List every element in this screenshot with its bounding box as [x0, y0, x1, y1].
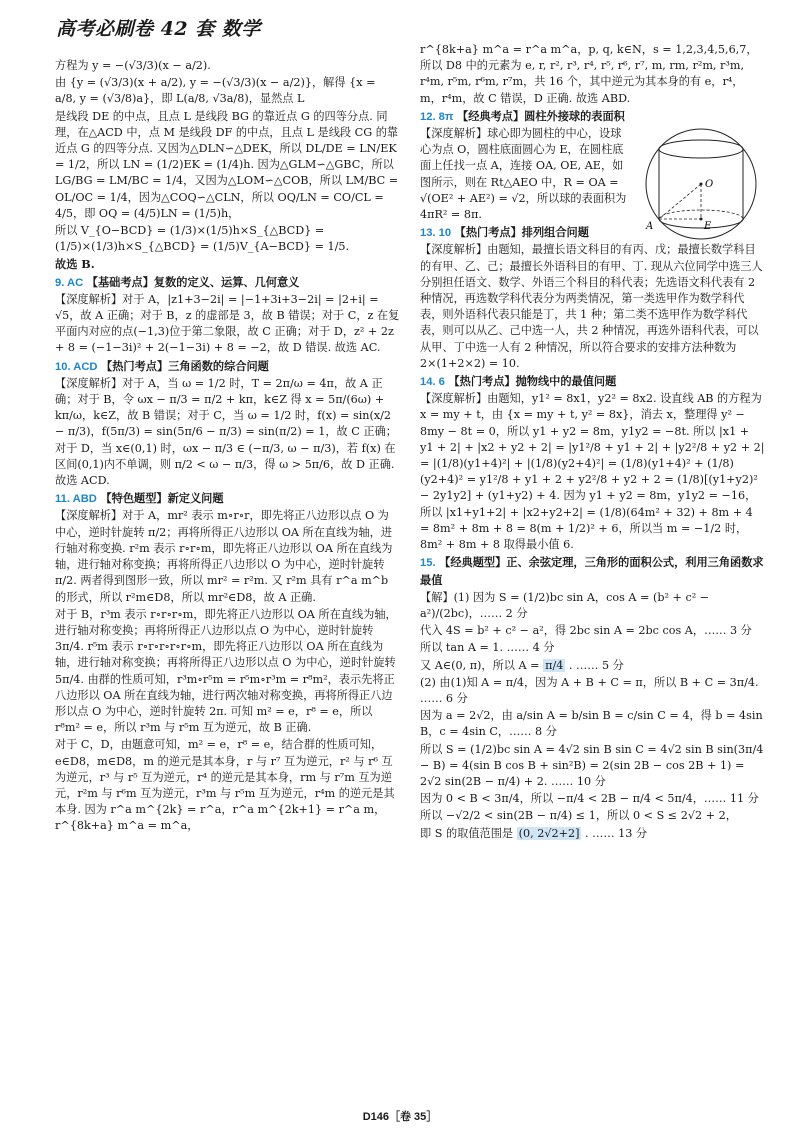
- question-12-number: 12. 8π: [420, 110, 454, 123]
- label-a: A: [646, 221, 654, 232]
- point-e: [700, 218, 703, 221]
- segment-oa: [659, 184, 701, 219]
- question-9-heading: [55, 274, 400, 291]
- solution-step-4-post: . …… 5 分: [568, 658, 624, 672]
- solution-step-2: 代入 4S = b² + c² − a²，得 2bc sin A = 2bc cos A，…… 3 分: [420, 624, 752, 638]
- question-11-heading: [55, 490, 400, 507]
- question-13-body: 【深度解析】由题知，最擅长语文科目的有丙、戊；最擅长数学科目的有甲、乙、己；最擅长外语科目的有甲、丁. 现从六位同学中选三人分别担任语文、数学、外语三个科目的科代表；先选语文科代表有 2 种情况，再选数学科代表分为两类情况，第一类选甲作为数学科代表，则外语科代表只能是丁，共 1 种；第二类不选甲作为数学科代表，则可以从乙、己中选一人，共 2 种情况，再选外语科代表，可以从甲、丁中选一人有 2 种情况，所以符合要求的安排方法种数为 2×(1+2×2) = 10.: [420, 243, 763, 370]
- page-header-title: 高考必刷卷 42 套 数学: [56, 18, 261, 40]
- solution-step-9: 所以 −√2/2 < sin(2B − π/4) ≤ 1，所以 0 < S ≤ 2√2 + 2，: [420, 809, 737, 823]
- question-9-tag: 【基础考点】复数的定义、运算、几何意义: [86, 274, 300, 289]
- highlighted-answer-range: (0, 2√2+2]: [518, 826, 580, 840]
- question-14-body: 【深度解析】由题知，y1² = 8x1，y2² = 8x2. 设直线 AB 的方程为 x = my + t，由 {x = my + t, y² = 8x}，消去 x，整理得 y² − 8my − 8t = 0，所以 y1 + y2 = 8m，y1y2 = −8t. 所以 |x1 + y1 + 2| + |x2 + y2 + 2| = |y1²/8 + y1 + 2| + |y2²/8 + y2 + 2| = |(1/8)(y1+4)²| + |(1/8)(y2+4)²| = (1/8)(y1+4)² + (1/8)(y2+4)² = y1²/8 + y1 + 2 + y2²/8 + y2 + 2 = (1/8)[(y1+y2)² − 2y1y2] + (y1+y2) + 4. 因为 y1 + y2 = 8m，y1y2 = −16，所以 |x1+y1+2| + |x2+y2+2| = (1/8)(64m² + 32) + 8m + 4 = 8m² + 8m + 8 = 8(m + 1/2)² + 6，所以当 m = −1/2 时，8m² + 8m + 8 取得最小值 6.: [420, 392, 765, 552]
- question-12-body: 【深度解析】球心即为圆柱的中心，设球心为点 O，圆柱底面圆心为 E，在圆柱底面上任找一点 A，连接 OA, OE, AE，如图所示，则在 Rt△AEO 中，R = OA = √(OE² + AE²) = √2，所以球的表面积为 4πR² = 8π.: [420, 127, 627, 222]
- question-9-body: 【深度解析】对于 A，|z1+3−2i| = |−1+3i+3−2i| = |2+i| = √5，故 A 正确；对于 B，z 的虚部是 3，故 B 错误；对于 C，z 在复平面内对应的点(−1,3)位于第二象限，故 C 正确；对于 D，z² + 2z + 8 = (−1−3i)² + 2(−1−3i) + 8 = −2，故 D 错误. 故选 AC.: [55, 292, 400, 355]
- question-14-number: 14. 6: [420, 376, 445, 389]
- question-14-tag: 【热门考点】抛物线中的最值问题: [448, 374, 617, 389]
- solution-step-8: 因为 0 < B < 3π/4，所以 −π/4 < 2B − π/4 < 5π/4，…… 11 分: [420, 792, 759, 806]
- solution-step-6: 因为 a = 2√2，由 a/sin A = b/sin B = c/sin C = 4，得 b = 4sin B，c = 4sin C，…… 8 分: [420, 709, 763, 739]
- point-o: [700, 183, 703, 186]
- question-11-number: 11. ABD: [55, 493, 97, 506]
- page-footer: D146［卷 35］: [362, 1111, 438, 1123]
- question-13-number: 13. 10: [420, 227, 452, 240]
- question-10-tag: 【热门考点】三角函数的综合问题: [101, 358, 269, 373]
- question-13-tag: 【热门考点】排列组合问题: [454, 225, 589, 240]
- solution-step-10-post: . …… 13 分: [585, 826, 648, 840]
- solution-step-3: 所以 tan A = 1. …… 4 分: [420, 641, 555, 655]
- left-column: [55, 58, 400, 836]
- cylinder-top-ellipse: [659, 140, 743, 158]
- question-12-heading: [420, 108, 635, 125]
- solution-step-10: [420, 826, 765, 842]
- solution-step-4: [420, 658, 765, 674]
- solution-step-7: 所以 S = (1/2)bc sin A = 4√2 sin B sin C = 4√2 sin B sin(3π/4 − B) = 4(sin B cos B + sin²B) = 2(sin 2B − cos 2B + 1) = 2√2 sin(2B − π/4) + 2. …… 10 分: [420, 742, 764, 788]
- question-11-tag: 【特色题型】新定义问题: [100, 491, 224, 506]
- solution-step-5: (2) 由(1)知 A = π/4，因为 A + B + C = π，所以 B + C = 3π/4. …… 6 分: [420, 675, 759, 705]
- left-para-3: 是线段 DE 的中点，且点 L 是线段 BG 的靠近点 G 的四等分点. 同理，在△ACD 中，点 M 是线段 DF 的中点，且点 L 是线段 CG 的靠近点 G 的四等分点. 又因为△DLN∽△DEK，所以 DL/DE = LN/EK = 1/2，所以 LN = (1/2)EK = (1/4)h. 因为△GLM∽△GBC，所以 LG/BG = LM/BC = 1/4，又因为△LOM∽△COB，所以 LM/BC = OL/OC = 1/4，因为△COQ∽△CLN，所以 OQ/LN = CO/CL = 4/5，即 OQ = (4/5)LN = (1/5)h，: [55, 109, 399, 220]
- right-para-1: r^{8k+a} m^a = r^a m^a，p, q, k∈N，s = 1,2,3,4,5,6,7，所以 D8 中的元素为 e, r, r², r³, r⁴, r⁵, r⁶, r⁷, m, rm, r²m, r³m, r⁴m, r⁵m, r⁶m, r⁷m，共 16 个，其中逆元为其本身的有 e，r⁴，m，r⁴m，故 C 错误，D 正确. 故选 ABD.: [420, 43, 758, 105]
- question-11-body-b: 对于 B，r³m 表示 r∘r∘r∘m，即先将正八边形以 OA 所在直线为轴，进行轴对称变换；再将所得正八边形以点 O 为中心，逆时针旋转 3π/4. r⁵m 表示 r∘r∘r∘r∘r∘m，即先将正八边形以 OA 所在直线为轴，进行轴对称变换；再将所得正八边形以点 O 为中心，逆时针旋转 5π/4. 由群的性质可知，r³m∘r⁵m = r⁵m∘r³m = r⁸m²，表示先将正八边形以 OA 所在直线为轴，进行两次轴对称变换，再将所得正八边形以点 O 为中心，逆时针旋转 2π. 可知 m² = e，r⁸ = e，所以 r⁸m² = e，所以 r³m 与 r⁵m 互为逆元，故 B 正确.: [55, 607, 397, 735]
- solution-step-4-pre: 又 A∈(0, π)，所以 A =: [420, 658, 540, 672]
- question-9-number: 9. AC: [55, 276, 84, 289]
- question-11-body-cd: 对于 C，D，由题意可知，m² = e，r⁸ = e，结合群的性质可知，e∈D8，m∈D8，m 的逆元是其本身，r 与 r⁷ 互为逆元，r² 与 r⁶ 互为逆元，r³ 与 r⁵ 互为逆元，r⁴ 的逆元是其本身，rm 与 r⁷m 互为逆元，r²m 与 r⁶m 互为逆元，r³m 与 r⁵m 互为逆元，r⁴m 的逆元是其本身. 因为 r^a m^{2k} = r^a，r^a m^{2k+1} = r^a m，r^{8k+a} m^a = m^a，: [55, 738, 395, 833]
- left-para-4: 所以 V_{O−BCD} = (1/3)×(1/5)h×S_{△BCD} = (1/5)×(1/3)h×S_{△BCD} = (1/5)V_{A−BCD} = 1/5.: [55, 224, 350, 254]
- question-11-body: 【深度解析】对于 A，mr² 表示 m∘r∘r，即先将正八边形以点 O 为中心，逆时针旋转 π/2；再将所得正八边形以 OA 所在直线为轴，进行轴对称变换. r²m 表示 r∘r∘m，即先将正八边形以 OA 所在直线为轴，进行轴对称变换；再将所得正八边形以 O 为中心，逆时针旋转 π/2. 两者得到图形一致，所以 mr² = r²m. 又 r²m 具有 r^a m^b 的形式，所以 r²m∈D8，所以 mr²∈D8，故 A 正确.: [55, 509, 393, 604]
- solution-step-1: 【解】(1) 因为 S = (1/2)bc sin A，cos A = (b² + c² − a²)/(2bc)，…… 2 分: [420, 590, 710, 620]
- question-14-heading: [420, 373, 765, 390]
- question-10-number: 10. ACD: [55, 360, 98, 373]
- sphere-cylinder-figure: [636, 125, 766, 243]
- question-15-number: 15.: [420, 557, 436, 570]
- question-15-tag: 【经典题型】正、余弦定理，三角形的面积公式，利用三角函数求最值: [420, 555, 764, 587]
- question-10-body: 【深度解析】对于 A，当 ω = 1/2 时，T = 2π/ω = 4π，故 A 正确；对于 B，令 ωx − π/3 = π/2 + kπ，k∈Z 得 x = 5π/(6ω) + kπ/ω，k∈Z，故 B 错误；对于 C，当 ω = 1/2 时，f(x) = sin(x/2 − π/3)，f(5π/3) = sin(5π/6 − π/3) = sin(π/2) = 1，故 C 正确；对于 D，当 x∈(0,1) 时，ωx − π/3 ∈ (−π/3, ω − π/3)，若 f(x) 在区间(0,1)内不单调，则 π/2 < ω − π/3，得 ω > 5π/6，故 D 正确. 故选 ACD.: [55, 376, 397, 488]
- label-o: O: [705, 179, 714, 190]
- left-para-2: 由 {y = (√3/3)(x + a/2), y = −(√3/3)(x − a/2)}，解得 {x = a/8, y = (√3/8)a}，即 L(a/8, √3a/8)，显然点 L: [55, 76, 376, 106]
- question-10-heading: [55, 358, 400, 375]
- highlighted-answer-a: π/4: [545, 658, 564, 672]
- solution-step-10-pre: 即 S 的取值范围是: [420, 826, 514, 840]
- label-e: E: [704, 221, 712, 232]
- left-para-5: 故选 B.: [55, 257, 95, 272]
- left-para-1: 方程为 y = −(√3/3)(x − a/2).: [55, 59, 211, 72]
- question-15-heading: [420, 554, 765, 588]
- question-12-tag: 【经典考点】圆柱外接球的表面积: [457, 108, 625, 123]
